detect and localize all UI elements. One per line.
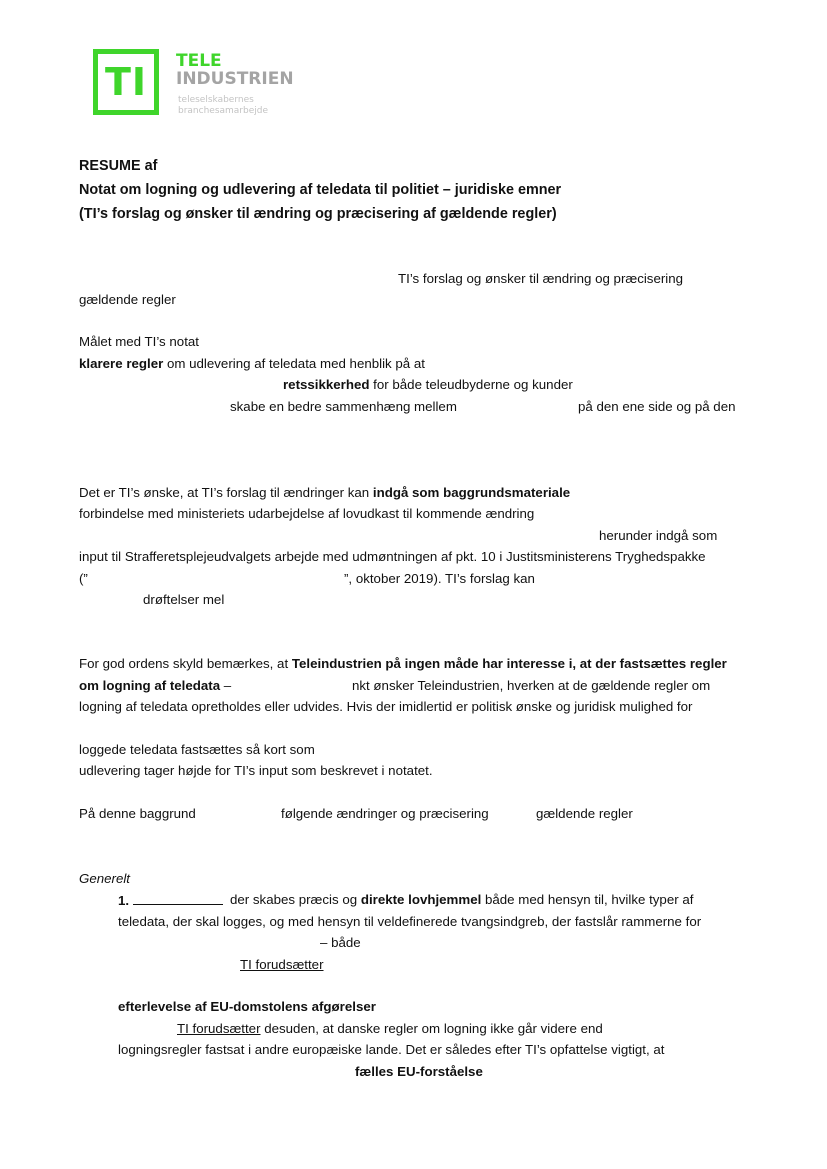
list-item-1-line-1 xyxy=(118,892,223,909)
maal-line-2-rest: om udlevering af teledata med henblik på at xyxy=(163,356,425,371)
ordens-dash: – xyxy=(220,678,232,693)
oenske-line-5a: (” xyxy=(79,571,88,586)
baggrund-b: følgende ændringer og præcisering xyxy=(281,806,489,821)
ordens-line-2b: nkt ønsker Teleindustrien, hverken at de gældende regler om xyxy=(352,678,711,693)
baggrund-c: gældende regler xyxy=(536,806,633,821)
ordens-bold-logning: om logning af teledata xyxy=(79,678,221,693)
maal-line-1: Målet med TI’s notat xyxy=(79,334,199,349)
list-item-1-forudsaetter: TI forudsætter xyxy=(240,957,324,972)
intro-fragment-b: gældende regler xyxy=(79,292,176,307)
forudsaetter-underline: TI forudsætter xyxy=(177,1021,261,1036)
intro-fragment-a: TI’s forslag og ønsker til ændring og præcisering xyxy=(398,271,684,286)
oenske-line-5b: ”, oktober 2019). TI’s forslag kan xyxy=(344,571,535,586)
logo-tagline-2: branchesamarbejde xyxy=(178,106,269,116)
maal-line-2 xyxy=(79,356,425,372)
forudsaetter-rest: desuden, at danske regler om logning ikke går videre end xyxy=(260,1021,603,1036)
logo-wordmark-industrien: INDUSTRIEN xyxy=(176,69,294,89)
heading-title: Notat om logning og udlevering af teledata til politiet – juridiske emner xyxy=(79,182,562,198)
ordens-line-1 xyxy=(79,656,727,672)
maal-line-4b: på den ene side og på den xyxy=(578,399,736,414)
oenske-line-1-text: Det er TI’s ønske, at TI’s forslag til ændringer kan xyxy=(79,485,373,500)
list-item-number: 1. xyxy=(118,893,130,908)
logo-tagline-1: teleselskabernes xyxy=(178,95,254,105)
efterlevelse-bold: efterlevelse af EU-domstolens afgørelser xyxy=(118,999,376,1014)
forudsaetter-line xyxy=(177,1021,603,1037)
baggrund-a: På denne baggrund xyxy=(79,806,196,821)
oenske-line-2: forbindelse med ministeriets udarbejdelse af lovudkast til kommende ændring xyxy=(79,506,535,521)
maal-line-3 xyxy=(283,377,573,393)
ordens-line-1-text: For god ordens skyld bemærkes, at xyxy=(79,656,292,671)
oenske-line-6: drøftelser mel xyxy=(143,592,225,607)
blank-underline xyxy=(133,892,223,905)
item1-text-b: både med hensyn til, hvilke typer af xyxy=(481,892,694,907)
ordens-line-3: logning af teledata opretholdes eller udvides. Hvis der imidlertid er politisk ønske og juridisk mulighed for xyxy=(79,699,693,714)
maal-line-3-rest: for både teleudbyderne og kunder xyxy=(369,377,573,392)
faelles-eu-bold: fælles EU-forståelse xyxy=(355,1064,483,1079)
list-item-1-line-1-text xyxy=(230,892,693,908)
oenske-line-4: input til Strafferetsplejeudvalgets arbejde med udmøntningen af pkt. 10 i Justitsministerens Tryghedspakke xyxy=(79,549,706,564)
ordens-line-5: udlevering tager højde for TI’s input som beskrevet i notatet. xyxy=(79,763,433,778)
logo-mark xyxy=(93,49,159,115)
ordens-line-2a xyxy=(79,678,231,694)
oenske-line-3: herunder indgå som xyxy=(599,528,718,543)
heading-resume: RESUME af xyxy=(79,158,158,174)
logo-wordmark-tele: TELE xyxy=(176,51,222,71)
maal-bold-klarere: klarere regler xyxy=(79,356,164,371)
maal-line-4a: skabe en bedre sammenhæng mellem xyxy=(230,399,457,414)
list-item-1-line-2: teledata, der skal logges, og med hensyn til veldefinerede tvangsindgreb, der fastslår rammerne for xyxy=(118,914,702,929)
heading-subtitle: (TI’s forslag og ønsker til ændring og præcisering af gældende regler) xyxy=(79,206,557,222)
maal-bold-retssikkerhed: retssikkerhed xyxy=(283,377,370,392)
oenske-line-1 xyxy=(79,485,570,501)
ordens-line-4: loggede teledata fastsættes så kort som xyxy=(79,742,315,757)
section-generelt-title: Generelt xyxy=(79,871,130,886)
logo-letters: TI xyxy=(104,60,148,104)
item1-bold-lovhjemmel: direkte lovhjemmel xyxy=(360,892,482,907)
logningsregler-line: logningsregler fastsat i andre europæiske lande. Det er således efter TI’s opfattelse vigtigt, at xyxy=(118,1042,665,1057)
oenske-bold-baggrund: indgå som baggrundsmateriale xyxy=(372,485,571,500)
ordens-bold-interesse: Teleindustrien på ingen måde har interesse i, at der fastsættes regler xyxy=(291,656,727,671)
list-item-1-line-3: – både xyxy=(320,935,361,950)
item1-text-a: der skabes præcis og xyxy=(230,892,361,907)
